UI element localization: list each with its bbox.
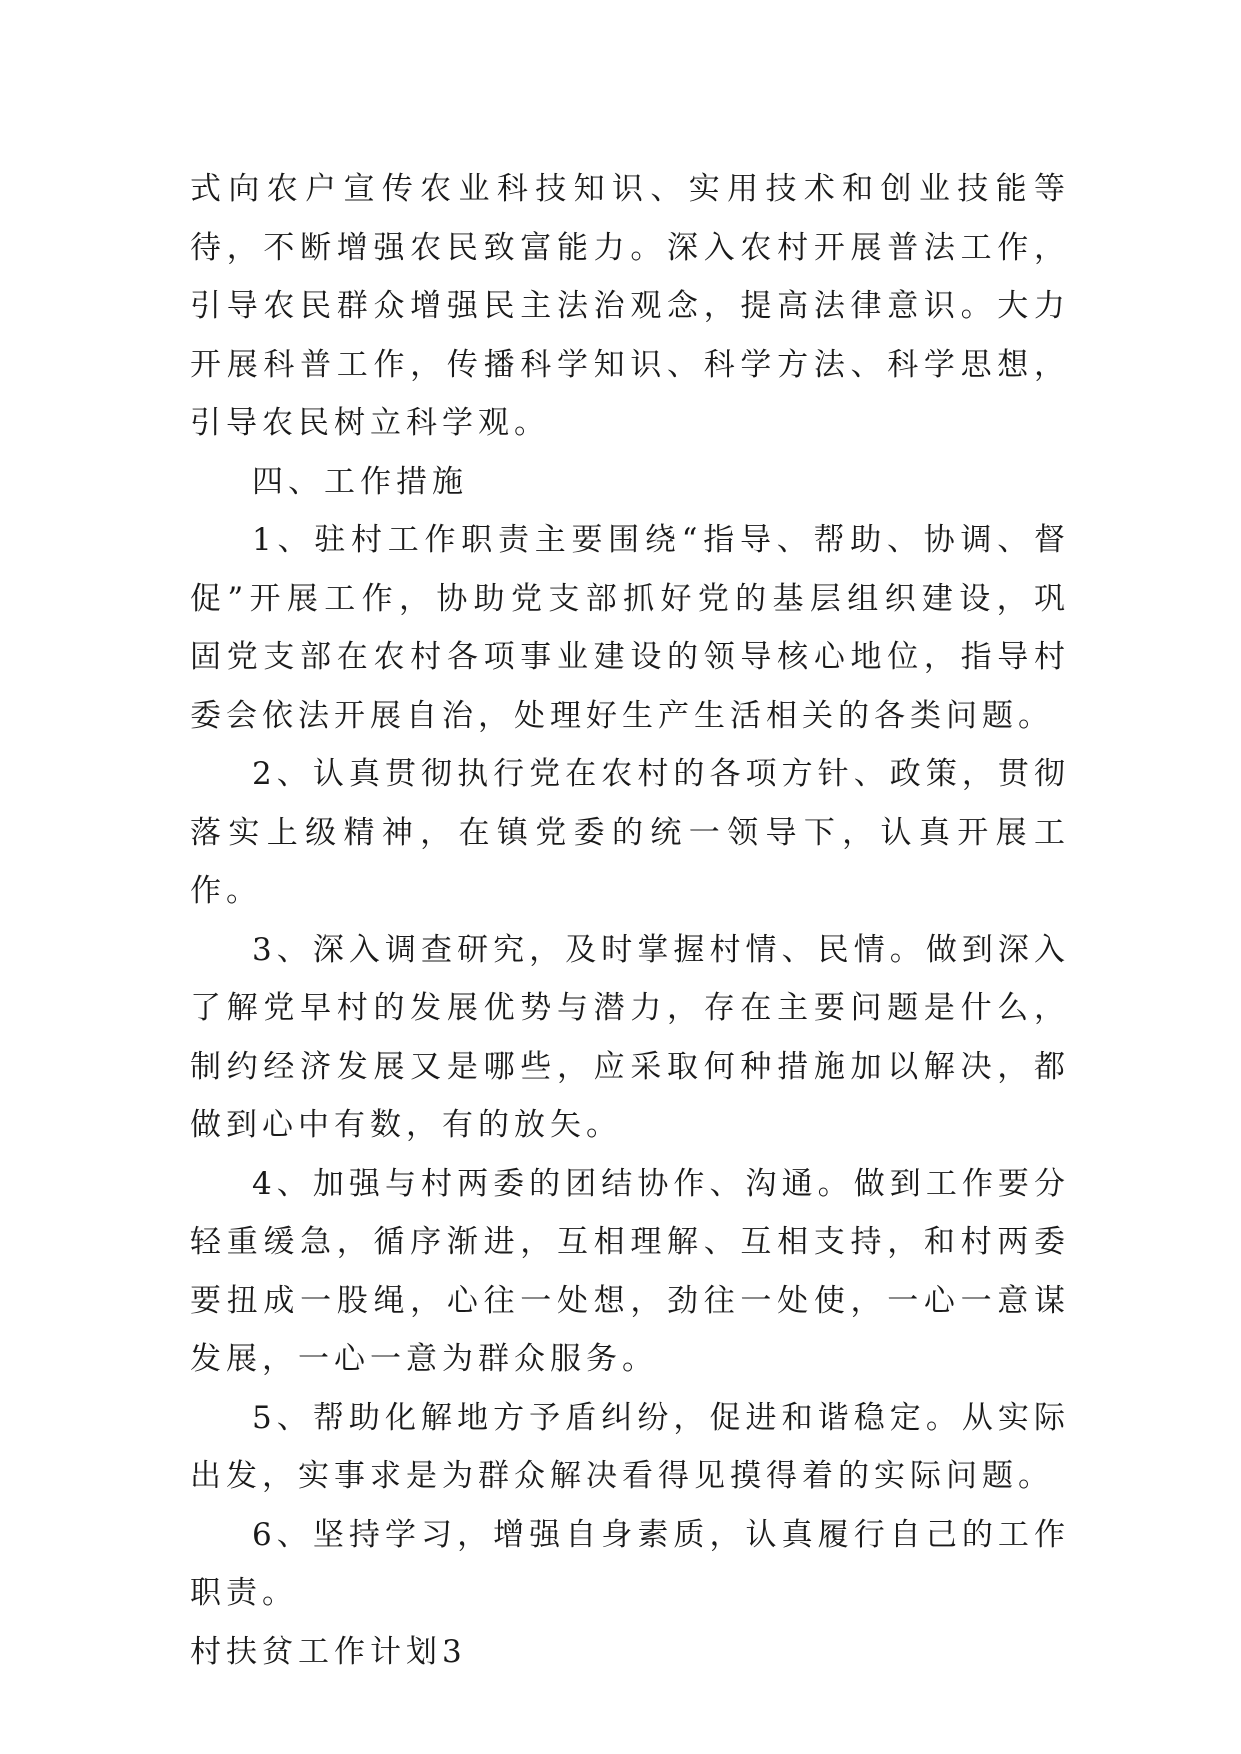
paragraph-measure-5: 5、帮助化解地方予盾纠纷，促进和谐稳定。从实际出发，实事求是为群众解决看得见摸得着的实际问题。 bbox=[190, 1399, 1070, 1494]
paragraph-measure-4: 4、加强与村两委的团结协作、沟通。做到工作要分轻重缓急，循序渐进，互相理解、互相支持，和村两委要扭成一股绳，心往一处想，劲往一处使，一心一意谋发展，一心一意为群众服务。 bbox=[190, 1165, 1070, 1377]
paragraph-measure-6: 6、坚持学习，增强自身素质，认真履行自己的工作职责。 bbox=[190, 1516, 1070, 1611]
paragraph-measure-2: 2、认真贯彻执行党在农村的各项方针、政策，贯彻落实上级精神，在镇党委的统一领导下，认真开展工作。 bbox=[190, 756, 1070, 909]
document-page bbox=[190, 160, 1070, 1681]
paragraph-measure-3: 3、深入调查研究，及时掌握村情、民情。做到深入了解党早村的发展优势与潜力，存在主要问题是什么，制约经济发展又是哪些，应采取何种措施加以解决，都做到心中有数，有的放矢。 bbox=[190, 931, 1070, 1143]
next-document-title: 村扶贫工作计划3 bbox=[190, 1633, 467, 1670]
section-heading-work-measures: 四、工作措施 bbox=[252, 463, 468, 500]
paragraph-measure-1: 1、驻村工作职责主要围绕“指导、帮助、协调、督促”开展工作，协助党支部抓好党的基层组织建设，巩固党支部在农村各项事业建设的领导核心地位，指导村委会依法开展自治，处理好生产生活相关的各类问题。 bbox=[190, 522, 1070, 734]
paragraph-continued: 式向农户宣传农业科技知识、实用技术和创业技能等待，不断增强农民致富能力。深入农村开展普法工作，引导农民群众增强民主法治观念，提高法律意识。大力开展科普工作，传播科学知识、科学方法、科学思想，引导农民树立科学观。 bbox=[190, 171, 1070, 441]
